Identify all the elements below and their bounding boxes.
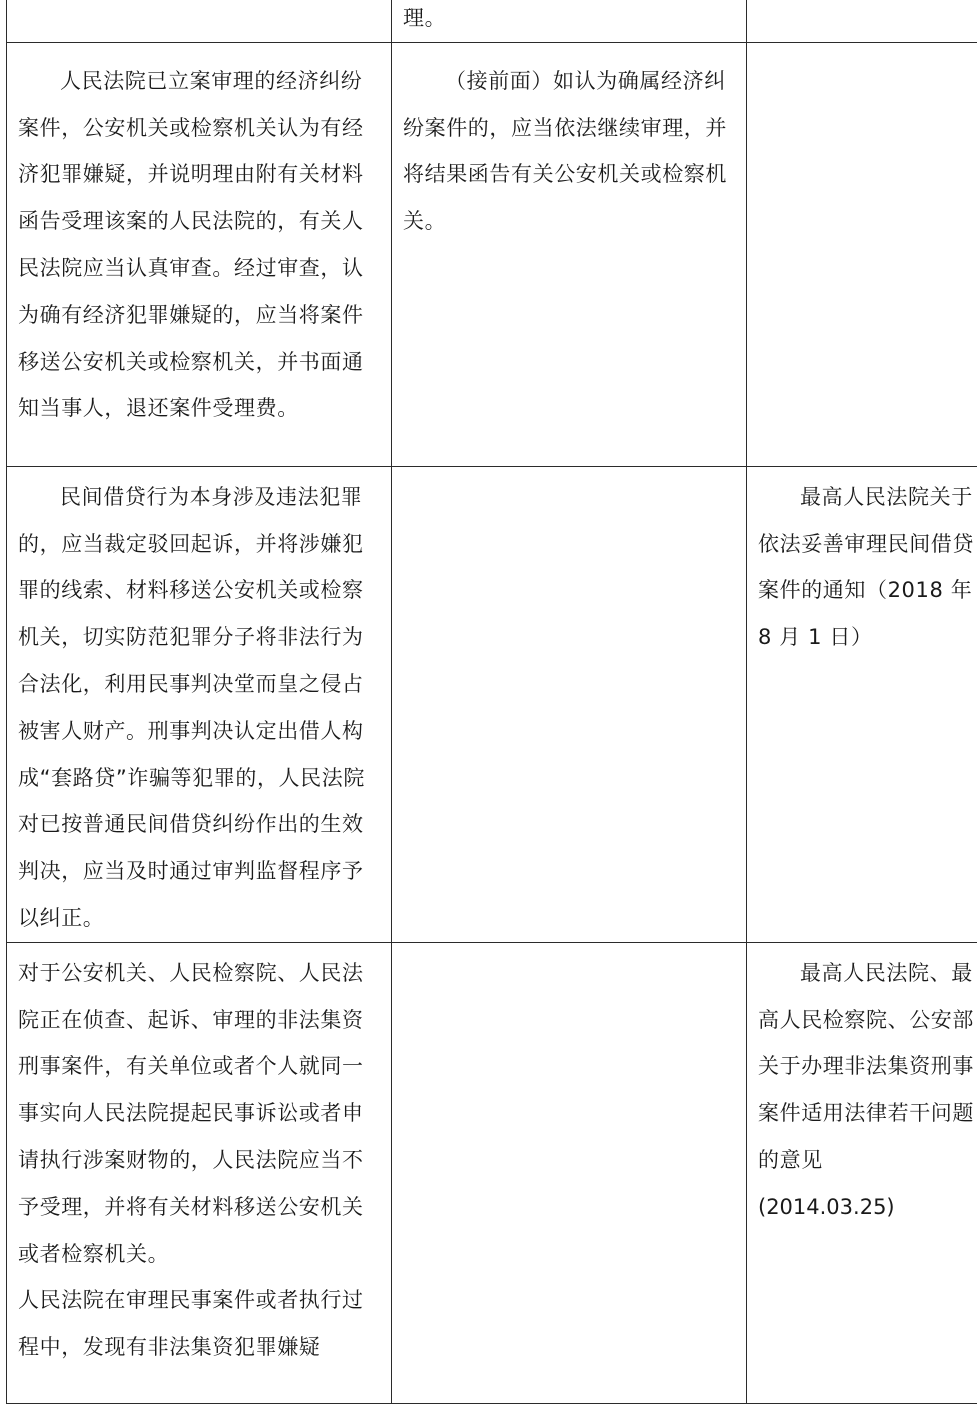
- provision-text: 对于公安机关、人民检察院、人民法院正在侦查、起诉、审理的非法集资刑事案件，有关单位或者个人就同一事实向人民法院提起民事诉讼或者申请执行涉案财物的，人民法院应当不予受理，并将有关材料移送公安机关或者检察机关。: [18, 950, 380, 1278]
- table-row: [7, 42, 977, 466]
- table-row: [7, 466, 977, 942]
- handling-cell: [392, 466, 747, 942]
- source-cell: [747, 466, 977, 942]
- table-row: [7, 942, 977, 1403]
- handling-cell: [392, 942, 747, 1403]
- source-text: 最高人民法院关于依法妥善审理民间借贷案件的通知（2018 年 8 月 1 日）: [758, 474, 977, 661]
- provisions-table: [6, 0, 977, 1404]
- handling-text: （接前面）如认为确属经济纠纷案件的，应当依法继续审理，并将结果函告有关公安机关或检察机关。: [403, 58, 735, 245]
- provision-cell: [7, 466, 392, 942]
- source-cell: [747, 942, 977, 1403]
- source-cell: [747, 0, 977, 42]
- handling-cell: [392, 0, 747, 42]
- provision-cell: [7, 42, 392, 466]
- provision-text: 人民法院已立案审理的经济纠纷案件，公安机关或检察机关认为有经济犯罪嫌疑，并说明理由附有关材料函告受理该案的人民法院的，有关人民法院应当认真审查。经过审查，认为确有经济犯罪嫌疑的，应当将案件移送公安机关或检察机关，并书面通知当事人，退还案件受理费。: [18, 58, 380, 432]
- source-cell: [747, 42, 977, 466]
- handling-cell: [392, 42, 747, 466]
- table-row: [7, 0, 977, 42]
- provision-text-continued: 人民法院在审理民事案件或者执行过程中，发现有非法集资犯罪嫌疑: [18, 1277, 380, 1371]
- source-text: 最高人民法院、最高人民检察院、公安部关于办理非法集资刑事案件适用法律若干问题的意见: [758, 950, 977, 1184]
- provision-cell: [7, 942, 392, 1403]
- provision-text: 民间借贷行为本身涉及违法犯罪的，应当裁定驳回起诉，并将涉嫌犯罪的线索、材料移送公安机关或检察机关，切实防范犯罪分子将非法行为合法化，利用民事判决堂而皇之侵占被害人财产。刑事判决认定出借人构成“套路贷”诈骗等犯罪的，人民法院对已按普通民间借贷纠纷作出的生效判决，应当及时通过审判监督程序予以纠正。: [18, 474, 380, 942]
- provision-cell: [7, 0, 392, 42]
- source-date: (2014.03.25): [758, 1184, 977, 1231]
- handling-text: 理。: [403, 0, 735, 42]
